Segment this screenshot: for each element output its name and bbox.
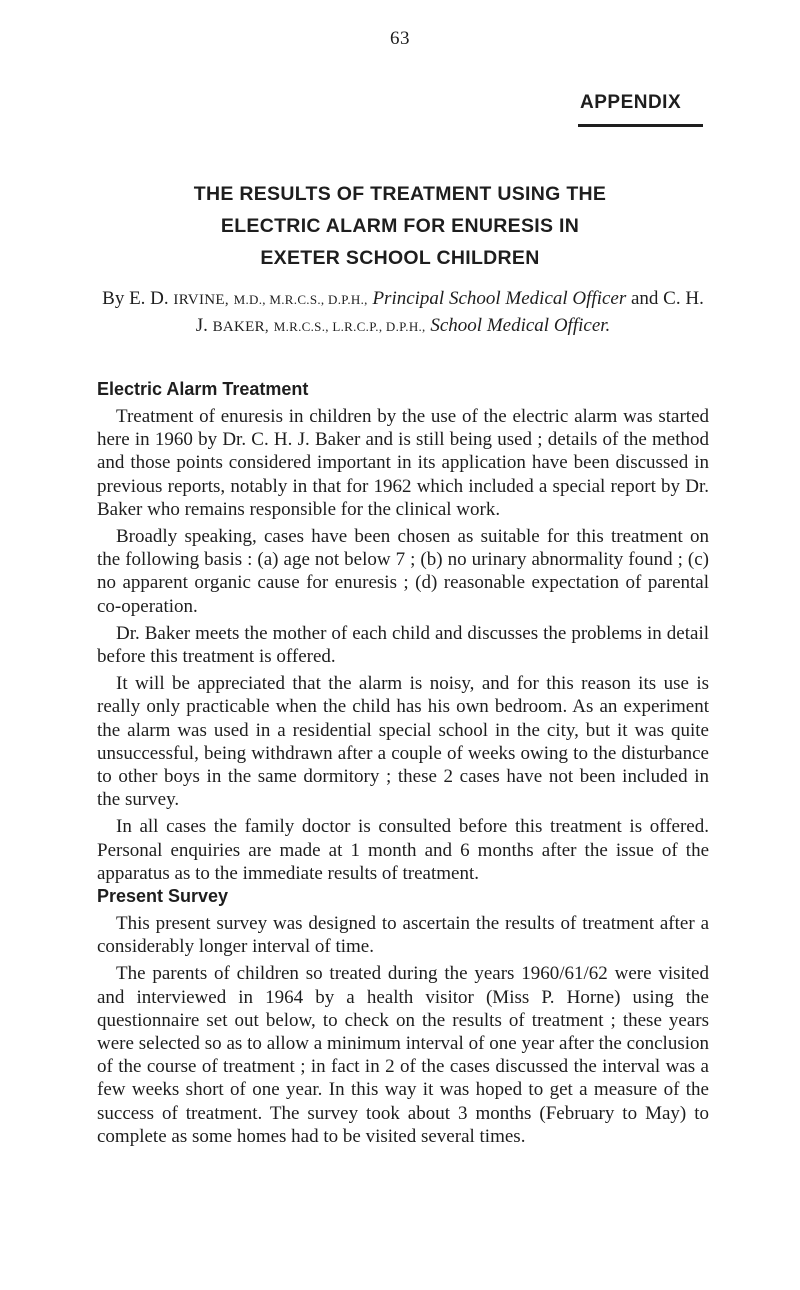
title-line-1: THE RESULTS OF TREATMENT USING THE [193, 183, 607, 205]
paragraph: Broadly speaking, cases have been chosen as suitable for this treatment on the following basis : (a) age not below 7 ; (b) no urinary abnormality found ; (c) no apparent organic cause for enuresis ; (d) reasonable expectation of parental co-operation. [97, 526, 709, 617]
authors-byline [97, 286, 709, 340]
paragraph: The parents of children so treated during the years 1960/61/62 were visited and interviewed in 1964 by a health visitor (Miss P. Horne) using the questionnaire set out below, to check on the results of treatment ; these years were selected so as to allow a minimum interval of one year after the conclusion of the course of treatment ; in fact in 2 of the cases discussed the interval was a few weeks short of one year. In this way it was hoped to get a measure of the success of treatment. The survey took about 3 months (February to May) to complete as some homes had to be visited several times. [97, 963, 709, 1147]
page-number: 63 [390, 28, 410, 49]
byline-and: and C. H. J. [195, 288, 704, 336]
author1-name: IRVINE, [173, 292, 229, 308]
paragraph: Treatment of enuresis in children by the use of the electric alarm was started here in 1960 by Dr. C. H. J. Baker and is still being used ; details of the method and those points considered important in its application have been discussed in previous reports, notably in that for 1962 which included a special report by Dr. Baker who remains responsible for the clinical work. [97, 406, 709, 520]
appendix-label: APPENDIX [580, 92, 682, 113]
title-line-2: ELECTRIC ALARM FOR ENURESIS IN [220, 215, 580, 237]
author2-qualifications: M.R.C.S., L.R.C.P., D.P.H., [273, 319, 426, 334]
author2-role: School Medical Officer. [430, 315, 611, 336]
section-heading: Present Survey [97, 886, 229, 906]
paragraph: Dr. Baker meets the mother of each child and discusses the problems in detail before this treatment is offered. [97, 622, 709, 668]
appendix-underline [578, 124, 703, 127]
author1-role: Principal School Medical Officer [372, 288, 627, 309]
paragraph: In all cases the family doctor is consulted before this treatment is offered. Personal enquiries are made at 1 month and 6 months after the issue of the apparatus as to the immediate results of treatment. [97, 816, 709, 884]
paragraph: This present survey was designed to ascertain the results of treatment after a considerably longer interval of time. [97, 913, 709, 958]
document-title [80, 178, 720, 274]
byline-by: By E. D. [102, 288, 169, 309]
section-present-survey [97, 884, 709, 1152]
author1-qualifications: M.D., M.R.C.S., D.P.H., [233, 292, 368, 307]
paragraph: It will be appreciated that the alarm is noisy, and for this reason its use is really only practicable when the child has his own bedroom. As an experiment the alarm was used in a residential special school in the city, but it was quite unsuccessful, being withdrawn after a couple of weeks owing to the disturbance to other boys in the same dormitory ; these 2 cases have not been included in the survey. [97, 673, 709, 811]
title-line-3: EXETER SCHOOL CHILDREN [260, 247, 540, 269]
section-electric-alarm [97, 377, 709, 889]
section-heading: Electric Alarm Treatment [97, 379, 309, 399]
author2-name: BAKER, [212, 319, 269, 335]
